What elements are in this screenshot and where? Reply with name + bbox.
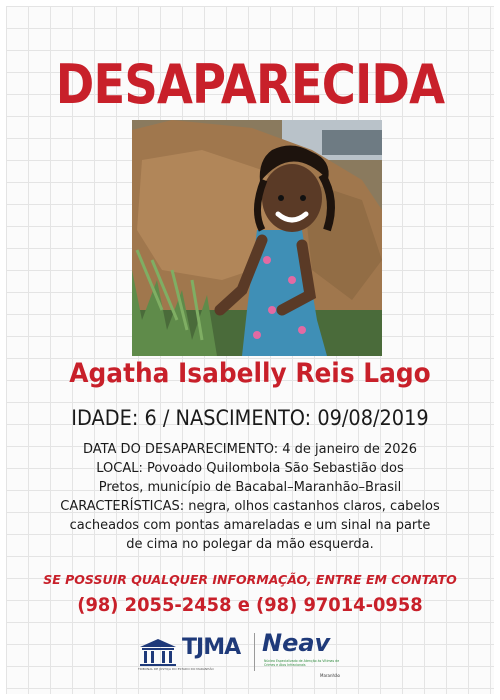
contact-phones: (98) 2055-2458 e (98) 97014-0958 <box>77 594 423 616</box>
details-block <box>46 440 454 554</box>
characteristics-line: cacheados com pontas amareladas e um sinal na parte <box>69 518 431 533</box>
neav-subtitle: Núcleo Especializado de Atenção às Vítimas de Crimes e Atos Infracionais <box>264 659 340 667</box>
neav-logo-text: Neav <box>262 629 331 657</box>
tjma-logo-text: TJMA <box>182 635 241 660</box>
location-line: LOCAL: Povoado Quilombola São Sebastião dos <box>96 461 404 476</box>
characteristics-line: de cima no polegar da mão esquerda. <box>126 537 374 552</box>
logo-divider <box>254 633 255 671</box>
institution-logos <box>134 629 374 677</box>
poster-headline: DESAPARECIDA <box>55 53 445 116</box>
photo-illustration <box>132 120 382 356</box>
child-photo <box>132 120 382 356</box>
age-and-birthdate: IDADE: 6 / NASCIMENTO: 09/08/2019 <box>71 406 429 430</box>
neav-region: Maranhão <box>320 673 340 678</box>
courthouse-icon <box>138 637 178 667</box>
characteristics-line: CARACTERÍSTICAS: negra, olhos castanhos claros, cabelos <box>60 499 440 514</box>
location-line: Pretos, município de Bacabal–Maranhão–Brasil <box>98 480 402 495</box>
disappearance-date: DATA DO DESAPARECIMENTO: 4 de janeiro de 2026 <box>82 442 418 457</box>
contact-prompt: SE POSSUIR QUALQUER INFORMAÇÃO, ENTRE EM CONTATO <box>43 572 457 587</box>
tjma-subtitle: TRIBUNAL DE JUSTIÇA DO ESTADO DO MARANHÃO <box>138 667 214 671</box>
missing-person-name: Agatha Isabelly Reis Lago <box>69 358 431 389</box>
